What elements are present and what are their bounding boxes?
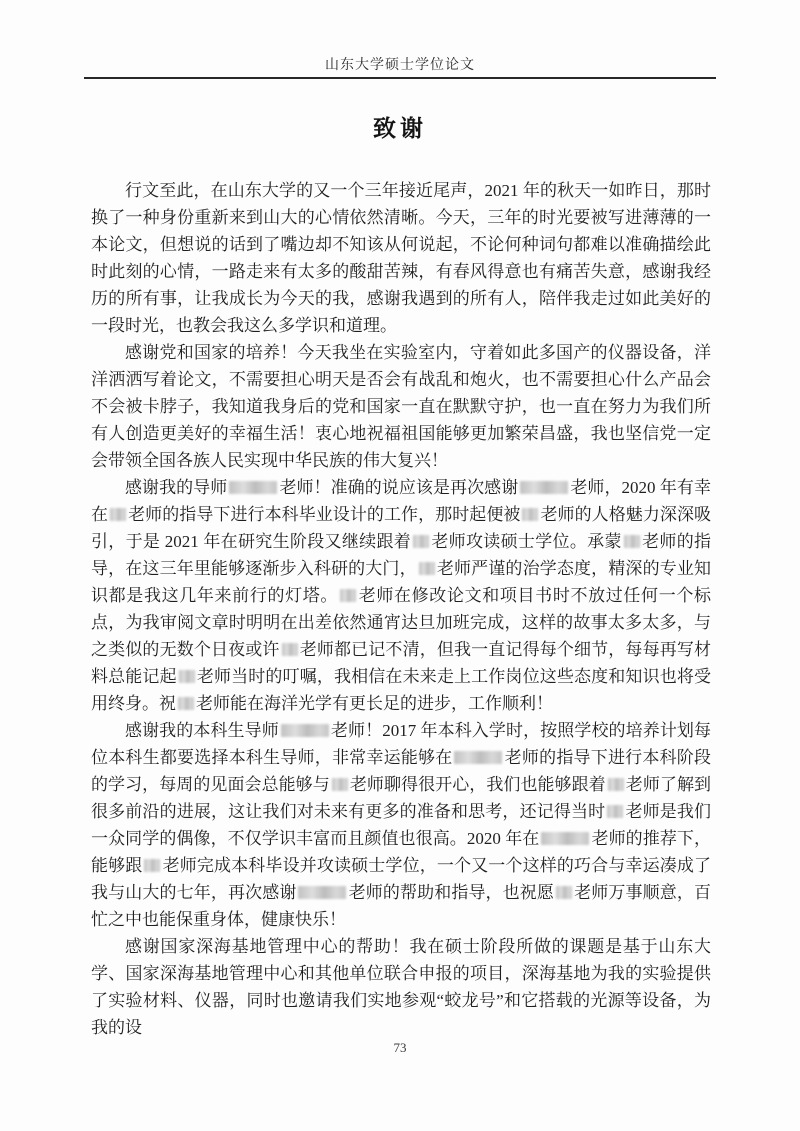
redacted-name — [556, 886, 572, 899]
redacted-name — [607, 805, 623, 818]
redacted-name — [229, 481, 277, 494]
redacted-name — [332, 778, 348, 791]
redacted-name — [520, 481, 568, 494]
redacted-name — [144, 859, 160, 872]
paragraph: 感谢我的本科生导师 老师！2017 年本科入学时，按照学校的培养计划每位本科生都要选择本科生导师，非常幸运能够在 老师的指导下进行本科阶段的学习，每周的见面会总能够与 老师聊得很开心，我们也能够跟着 老师了解到很多前沿的进展，这让我们对未来有更多的准备和思考，还记得当时 老师是我们一众同学的偶像，不仅学识丰富而且颜值也很高。2020 年在 老师的推荐下，能够跟 老师完成本科毕设并攻读硕士学位，一个又一个这样的巧合与幸运凑成了我与山大的七年，再次感谢 老师的帮助和指导，也祝愿 老师万事顺意，百忙之中也能保重身体，健康快乐！ — [91, 721, 712, 929]
redacted-name — [541, 832, 589, 845]
redacted-name — [178, 697, 194, 710]
header-rule — [84, 77, 716, 79]
paragraph: 感谢国家深海基地管理中心的帮助！我在硕士阶段所做的课题是基于山东大学、国家深海基地管理中心和其他单位联合申报的项目，深海基地为我的实验提供了实验材料、仪器，同时也邀请我们实地参观“蛟龙号”和它搭载的光源等设备，为我的设 — [91, 937, 711, 1037]
redacted-name — [110, 508, 126, 521]
redacted-name — [624, 535, 640, 548]
document-body — [91, 177, 711, 1041]
redacted-name — [281, 724, 329, 737]
page-number: 73 — [393, 1040, 407, 1055]
paragraph: 感谢我的导师 老师！准确的说应该是再次感谢 老师，2020 年有幸在 老师的指导下进行本科毕业设计的工作，那时起便被 老师的人格魅力深深吸引，于是 2021 年在研究生阶段又继续跟着 老师攻读硕士学位。承蒙 老师的指导，在这三年里能够逐渐步入科研的大门， 老师严谨的治学态度，精深的专业知识都是我这几年来前行的灯塔。 老师在修改论文和项目书时不放过任何一个标点，为我审阅文章时明明在出差依然通宵达旦加班完成，这样的故事太多太多，与之类似的无数个日夜或许 老师都已记不清，但我一直记得每个细节，每每再写材料总能记起 老师当时的叮嘱，我相信在未来走上工作岗位这些态度和知识也将受用终身。祝 老师能在海洋光学有更长足的进步，工作顺利！ — [91, 478, 712, 713]
redacted-name — [179, 670, 195, 683]
page-title: 致谢 — [373, 115, 427, 141]
redacted-name — [298, 886, 346, 899]
redacted-name — [608, 778, 624, 791]
paragraph: 行文至此，在山东大学的又一个三年接近尾声，2021 年的秋天一如昨日，那时换了一种身份重新来到山大的心情依然清晰。今天，三年的时光要被写进薄薄的一本论文，但想说的话到了嘴边却不知该从何说起，不论何种词句都难以准确描绘此时此刻的心情，一路走来有太多的酸甜苦辣，有春风得意也有痛苦失意，感谢我经历的所有事，让我成长为今天的我，感谢我遇到的所有人，陪伴我走过如此美好的一段时光，也教会我这么多学识和道理。 — [91, 181, 711, 335]
redacted-name — [454, 751, 502, 764]
redacted-name — [522, 508, 538, 521]
redacted-name — [282, 643, 298, 656]
redacted-name — [340, 589, 356, 602]
redacted-name — [413, 535, 429, 548]
redacted-name — [419, 562, 435, 575]
paragraph: 感谢党和国家的培养！今天我坐在实验室内，守着如此多国产的仪器设备，洋洋洒洒写着论文，不需要担心明天是否会有战乱和炮火，也不需要担心什么产品会不会被卡脖子，我知道我身后的党和国家一直在默默守护，也一直在努力为我们所有人创造更美好的幸福生活！衷心地祝福祖国能够更加繁荣昌盛，我也坚信党一定会带领全国各族人民实现中华民族的伟大复兴！ — [91, 343, 711, 470]
running-header: 山东大学硕士学位论文 — [325, 58, 475, 73]
